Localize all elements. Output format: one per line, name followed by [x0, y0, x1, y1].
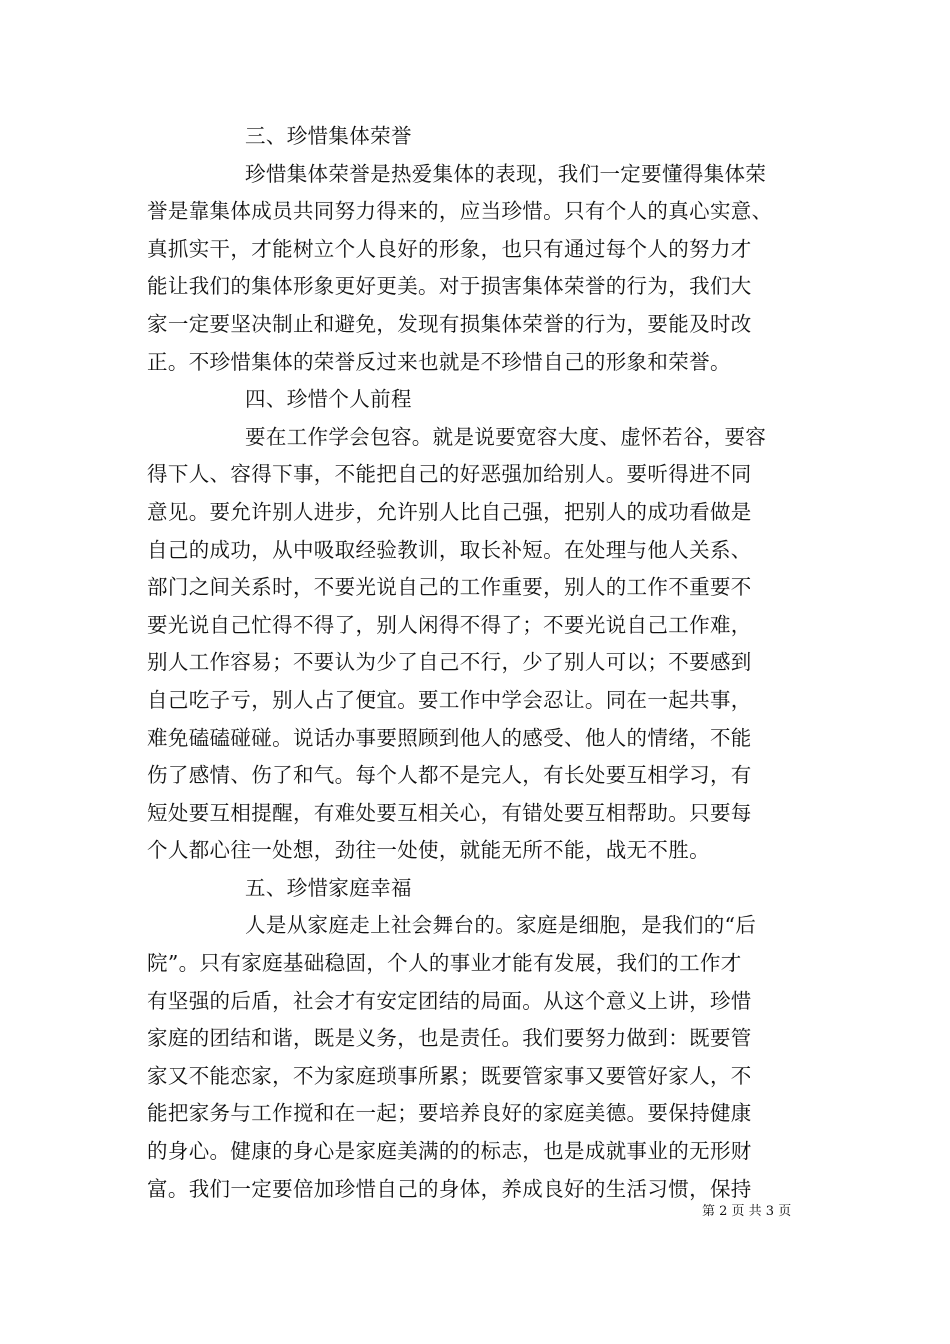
paragraph-line: 要在工作学会包容。就是说要宽容大度、虚怀若谷，要容 — [245, 424, 767, 449]
paragraph-line: 誉是靠集体成员共同努力得来的，应当珍惜。只有个人的真心实意、 — [147, 199, 773, 224]
paragraph-line: 的身心。健康的身心是家庭美满的的标志，也是成就事业的无形财 — [147, 1139, 752, 1164]
section-heading: 四、珍惜个人前程 — [245, 387, 412, 412]
page-number: 第 2 页 共 3 页 — [702, 1204, 792, 1219]
paragraph-line: 院”。只有家庭基础稳固，个人的事业才能有发展，我们的工作才 — [147, 951, 742, 976]
paragraph-line: 珍惜集体荣誉是热爱集体的表现，我们一定要懂得集体荣 — [245, 161, 767, 186]
paragraph-line: 真抓实干，才能树立个人良好的形象，也只有通过每个人的努力才 — [147, 236, 752, 261]
paragraph-line: 自己的成功，从中吸取经验教训，取长补短。在处理与他人关系、 — [147, 537, 752, 562]
paragraph-line: 人是从家庭走上社会舞台的。家庭是细胞，是我们的“后 — [245, 913, 757, 938]
paragraph-line: 富。我们一定要倍加珍惜自己的身体，养成良好的生活习惯，保持 — [147, 1176, 752, 1201]
paragraph-line: 家庭的团结和谐，既是义务，也是责任。我们要努力做到：既要管 — [147, 1026, 752, 1051]
paragraph-line: 能把家务与工作搅和在一起；要培养良好的家庭美德。要保持健康 — [147, 1101, 752, 1126]
paragraph-line: 自己吃子亏，别人占了便宜。要工作中学会忍让。同在一起共事， — [147, 687, 752, 712]
paragraph-line: 得下人、容得下事，不能把自己的好恶强加给别人。要听得进不同 — [147, 462, 752, 487]
paragraph-line: 难免磕磕碰碰。说话办事要照顾到他人的感受、他人的情绪，不能 — [147, 725, 752, 750]
paragraph-line: 个人都心往一处想，劲往一处使，就能无所不能，战无不胜。 — [147, 838, 710, 863]
paragraph-line: 有坚强的后盾，社会才有安定团结的局面。从这个意义上讲，珍惜 — [147, 988, 752, 1013]
document-body — [147, 118, 807, 1208]
paragraph-line: 意见。要允许别人进步，允许别人比自己强，把别人的成功看做是 — [147, 499, 752, 524]
paragraph-line: 家又不能恋家，不为家庭琐事所累；既要管家事又要管好家人，不 — [147, 1063, 752, 1088]
paragraph-line: 别人工作容易；不要认为少了自己不行，少了别人可以；不要感到 — [147, 650, 752, 675]
paragraph-line: 短处要互相提醒，有难处要互相关心，有错处要互相帮助。只要每 — [147, 800, 752, 825]
section-heading: 三、珍惜集体荣誉 — [245, 124, 412, 148]
paragraph-line: 能让我们的集体形象更好更美。对于损害集体荣誉的行为，我们大 — [147, 274, 752, 299]
paragraph-line: 伤了感情、伤了和气。每个人都不是完人，有长处要互相学习，有 — [147, 763, 752, 788]
paragraph-line: 家一定要坚决制止和避免，发现有损集体荣誉的行为，要能及时改 — [147, 311, 752, 336]
paragraph-line: 正。不珍惜集体的荣誉反过来也就是不珍惜自己的形象和荣誉。 — [147, 349, 731, 374]
paragraph-line: 部门之间关系时，不要光说自己的工作重要，别人的工作不重要不 — [147, 575, 752, 600]
section-heading: 五、珍惜家庭幸福 — [245, 875, 412, 900]
paragraph-line: 要光说自己忙得不得了，别人闲得不得了；不要光说自己工作难， — [147, 612, 752, 637]
